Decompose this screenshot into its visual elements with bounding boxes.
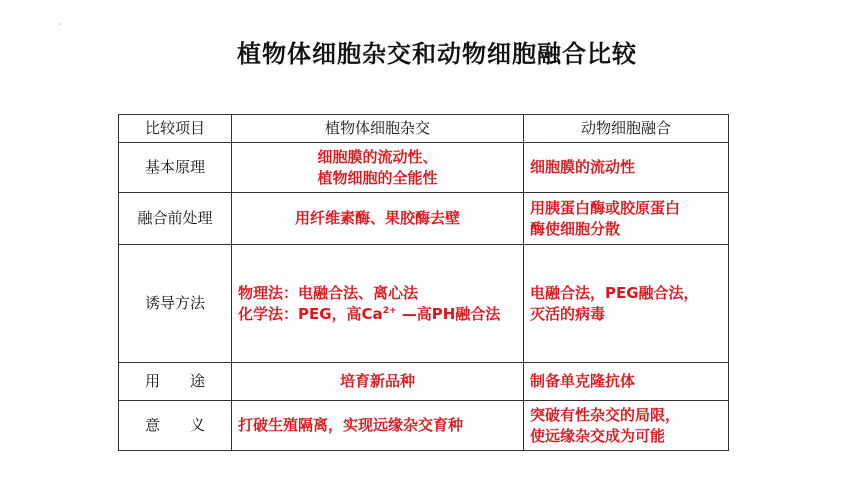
cell-text-line: 酶使细胞分散 bbox=[530, 219, 621, 238]
header-compare-item: 比较项目 bbox=[119, 115, 232, 143]
cell-animal-induction bbox=[524, 245, 729, 363]
cell-text-line: 物理法：电融合法、离心法 bbox=[238, 283, 419, 302]
cell-animal-principle bbox=[524, 143, 729, 193]
table-row bbox=[119, 363, 729, 401]
cell-plant-principle bbox=[232, 143, 524, 193]
cell-text-line: 用胰蛋白酶或胶原蛋白 bbox=[530, 198, 681, 217]
cell-text-line: 培育新品种 bbox=[339, 372, 415, 390]
table-row bbox=[119, 143, 729, 193]
cell-text-line: 用纤维素酶、果胶酶去壁 bbox=[294, 209, 460, 227]
row-label-usage: 用 途 bbox=[119, 363, 232, 401]
row-label-principle: 基本原理 bbox=[119, 143, 232, 193]
header-animal-fusion: 动物细胞融合 bbox=[524, 115, 729, 143]
comparison-table bbox=[118, 114, 729, 451]
row-label-induction: 诱导方法 bbox=[119, 245, 232, 363]
cell-plant-induction bbox=[232, 245, 524, 363]
cell-plant-pretreatment bbox=[232, 193, 524, 245]
header-plant-hybridization: 植物体细胞杂交 bbox=[232, 115, 524, 143]
cell-text-line: 植物细胞的全能性 bbox=[317, 168, 438, 187]
corner-mark: · bbox=[58, 20, 61, 29]
cell-text-line: 打破生殖隔离，实现远缘杂交育种 bbox=[238, 416, 464, 434]
row-label-significance: 意 义 bbox=[119, 401, 232, 451]
superscript-charge: 2+ bbox=[382, 305, 397, 316]
cell-text-line: 灭活的病毒 bbox=[530, 304, 606, 323]
cell-plant-usage bbox=[232, 363, 524, 401]
text-fragment: 化学法：PEG，高Ca bbox=[238, 304, 383, 323]
cell-animal-pretreatment bbox=[524, 193, 729, 245]
page-title: 植物体细胞杂交和动物细胞融合比较 bbox=[237, 40, 637, 68]
text-fragment: —高PH融合法 bbox=[396, 304, 501, 323]
cell-text-line: 使远缘杂交成为可能 bbox=[530, 426, 666, 445]
table-row bbox=[119, 245, 729, 363]
cell-animal-usage bbox=[524, 363, 729, 401]
table-header-row bbox=[119, 115, 729, 143]
table-row bbox=[119, 401, 729, 451]
cell-text-line: 细胞膜的流动性、 bbox=[317, 147, 438, 166]
cell-text-line bbox=[238, 304, 517, 325]
cell-text-line: 突破有性杂交的局限， bbox=[530, 405, 681, 424]
cell-plant-significance bbox=[232, 401, 524, 451]
cell-text-line: 电融合法，PEG融合法， bbox=[530, 283, 699, 302]
row-label-pretreatment: 融合前处理 bbox=[119, 193, 232, 245]
table-row bbox=[119, 193, 729, 245]
cell-text-line: 细胞膜的流动性 bbox=[530, 158, 636, 176]
cell-text-line: 制备单克隆抗体 bbox=[530, 372, 636, 390]
cell-animal-significance bbox=[524, 401, 729, 451]
